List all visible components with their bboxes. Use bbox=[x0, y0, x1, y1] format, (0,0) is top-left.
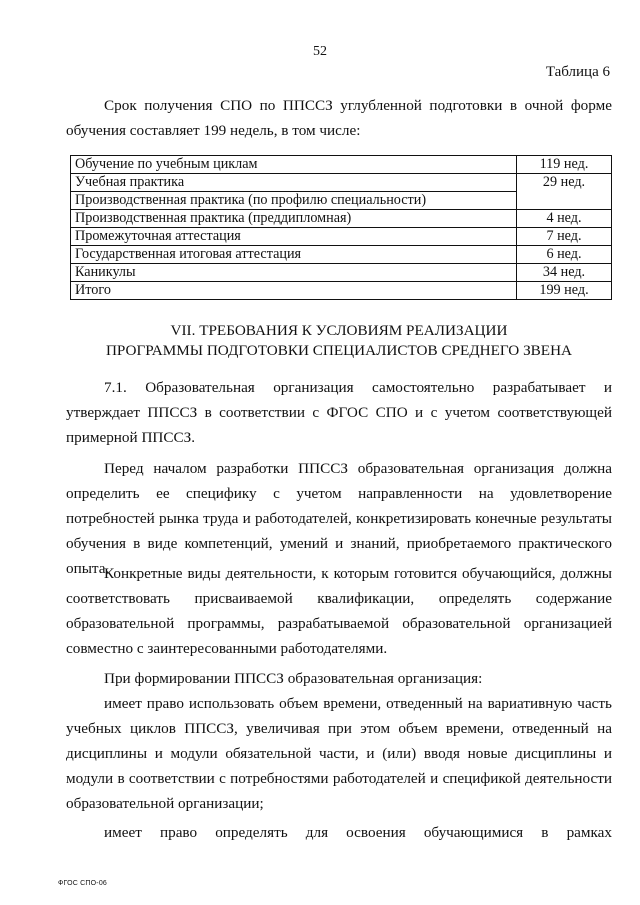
row-name: Учебная практика bbox=[71, 174, 517, 192]
paragraph-activities: Конкретные виды деятельности, к которым готовится обучающийся, должны соответствовать присваиваемой квалификации, определять содержание образовательной программы, разрабатываемой образовательной организацией совместно с заинтересованными работодателями. bbox=[66, 565, 612, 657]
paragraph-formation: При формировании ППССЗ образовательная организация: bbox=[104, 670, 483, 687]
table-row bbox=[71, 210, 612, 228]
page-number: 52 bbox=[313, 44, 327, 59]
row-value: 199 нед. bbox=[517, 282, 612, 300]
row-name: Производственная практика (преддипломная) bbox=[71, 210, 517, 228]
row-value: 119 нед. bbox=[517, 156, 612, 174]
paragraph-specifics: Перед началом разработки ППССЗ образовательная организация должна определить ее специфику с учетом направленности на удовлетворение потребностей рынка труда и работодателей, конкретизировать конечные результаты обучения в виде компетенций, умений и знаний, приобретаемого практического опыта. bbox=[66, 460, 612, 577]
row-name: Производственная практика (по профилю специальности) bbox=[71, 192, 517, 210]
section-heading bbox=[66, 321, 612, 361]
table-row bbox=[71, 246, 612, 264]
row-name: Государственная итоговая аттестация bbox=[71, 246, 517, 264]
row-value: 29 нед. bbox=[517, 174, 612, 210]
paragraph-7-1: 7.1. Образовательная организация самостоятельно разрабатывает и утверждает ППССЗ в соответствии с ФГОС СПО и с учетом соответствующей примерной ППССЗ. bbox=[66, 379, 612, 446]
intro-paragraph: Срок получения СПО по ППССЗ углубленной подготовки в очной форме обучения составляет 199 недель, в том числе: bbox=[66, 97, 612, 139]
table-row bbox=[71, 156, 612, 174]
paragraph-variative-part: имеет право использовать объем времени, отведенный на вариативную часть учебных циклов ППССЗ, увеличивая при этом объем времени, отведенный на дисциплины и модули обязательной части, и (или) вводя новые дисциплины и модули в соответствии с потребностями работодателей и спецификой деятельности образовательной организации; bbox=[66, 695, 612, 812]
row-value: 6 нед. bbox=[517, 246, 612, 264]
row-value: 4 нед. bbox=[517, 210, 612, 228]
paragraph-right-to-define: имеет право определять для освоения обучающимися в рамках bbox=[104, 824, 612, 841]
row-value: 7 нед. bbox=[517, 228, 612, 246]
table-row bbox=[71, 264, 612, 282]
table-row bbox=[71, 228, 612, 246]
row-value: 34 нед. bbox=[517, 264, 612, 282]
section-heading-line1: VII. ТРЕБОВАНИЯ К УСЛОВИЯМ РЕАЛИЗАЦИИ bbox=[170, 322, 508, 339]
row-name: Обучение по учебным циклам bbox=[71, 156, 517, 174]
row-name: Каникулы bbox=[71, 264, 517, 282]
row-name: Промежуточная аттестация bbox=[71, 228, 517, 246]
table-label: Таблица 6 bbox=[545, 64, 610, 80]
row-name: Итого bbox=[71, 282, 517, 300]
section-heading-line2: ПРОГРАММЫ ПОДГОТОВКИ СПЕЦИАЛИСТОВ СРЕДНЕГО ЗВЕНА bbox=[105, 342, 573, 359]
table-row bbox=[71, 282, 612, 300]
table-row bbox=[71, 174, 612, 192]
footer-code: ФГОС СПО-06 bbox=[58, 880, 108, 887]
study-terms-table bbox=[70, 155, 612, 300]
